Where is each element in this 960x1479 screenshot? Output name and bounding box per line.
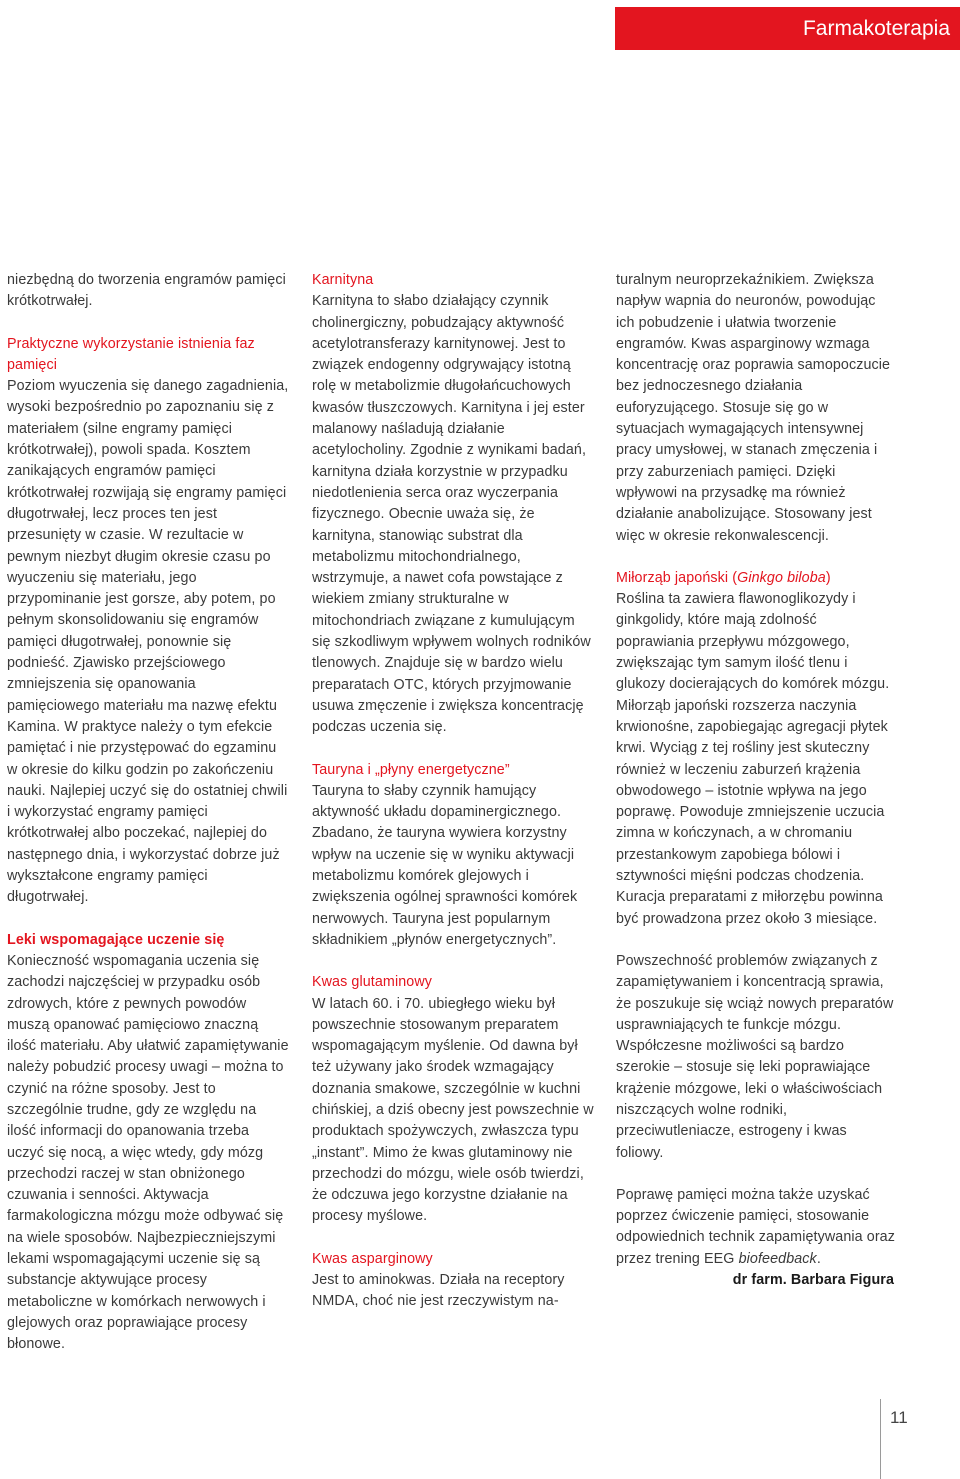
heading-kwas-glutaminowy: Kwas glutaminowy bbox=[312, 974, 432, 991]
page-number: 11 bbox=[890, 1408, 908, 1427]
paragraph-karnityna: Karnityna to słabo działający czynnik cholinergiczny, pobudzający aktywność acetylotransferazy karnitynowej. Jest to związek endogenny odgrywający istotną rolę w metabolizmie długołańcuchowych kwasów tłuszczowych. Karnityna i jej ester malanowy naśladują działanie acetylocholiny. Zgodnie z wynikami badań, karnityna działa korzystnie w przypadku niedotlenienia serca oraz wyczerpania fizycznego. Obecnie uważa się, że karnityna, stanowiąc substrat dla metabolizmu mitochondrialnego, wstrzymuje, a nawet cofa powstające z wiekiem zmiany strukturalne w mitochondriach związane z kumulującym się szkodliwym wpływem wolnych rodników tlenowych. Znajduje się w bardzo wielu preparatach OTC, których przyjmowanie usuwa zmęczenie i zwiększa koncentrację podczas uczenia się. bbox=[312, 293, 591, 736]
paragraph-memory-phases: Poziom wyuczenia się danego zagadnienia, wysoki bezpośrednio po zapoznaniu się z materiałem (silne engramy pamięci krótkotrwałej), powoli spada. Kosztem zanikających engramów pamięci krótkotrwałej rozwijają się engramy pamięci długotrwałej, lecz proces ten jest przesunięty w czasie. W rezultacie w pewnym niezbyt długim okresie czasu po wyuczeniu się materiału, jego przypominanie jest gorsze, aby potem, po pełnym skonsolidowaniu się engramów pamięci długotrwałej, ponownie się podnieść. Zjawisko przejściowego zmniejszenia się opanowania pamięciowego materiału ma nazwę efektu Kamina. W praktyce należy o tym efekcie pamiętać i nie przystępować do egzaminu w okresie do kilku godzin po zakończeniu nauki. Najlepiej uczyć się do ostatniej chwili i wykorzystać engramy pamięci krótkotrwałej albo poczekać, najlepiej do następnego dnia, i wykorzystać dobrze już wykształcone engramy pamięci długotrwałej. bbox=[7, 378, 289, 906]
heading-kwas-asparginowy: Kwas asparginowy bbox=[312, 1250, 433, 1267]
heading-ginkgo bbox=[616, 568, 898, 589]
heading-practical: Praktyczne wykorzystanie istnienia faz pamięci bbox=[7, 335, 255, 373]
heading-ginkgo-latin: Ginkgo biloba bbox=[737, 569, 826, 586]
author-signature: dr farm. Barbara Figura bbox=[732, 1272, 894, 1289]
column-3 bbox=[616, 270, 898, 1291]
column-2 bbox=[312, 270, 594, 1313]
paragraph-final-text: Poprawę pamięci można także uzyskać poprzez ćwiczenie pamięci, stosowanie odpowiednich technik zapamiętywania oraz przez trening EEG bbox=[616, 1186, 895, 1267]
paragraph-learning-drugs: Konieczność wspomagania uczenia się zachodzi najczęściej w przypadku osób zdrowych, które z pewnych powodów muszą opanować pamięciowo znaczną ilość materiału. Aby ułatwić zapamiętywanie należy pobudzić procesy uwagi – można to czynić na różne sposoby. Jest to szczególnie trudne, gdy ze względu na ilość informacji do opanowania trzeba uczyć się nocą, a więc wtedy, gdy mózg przechodzi raczej w stan obniżonego czuwania i senności. Aktywacja farmakologiczna mózgu może odbywać się na wiele sposobów. Najbezpieczniejszymi lekami wspomagającymi uczenie się są substancje aktywujące procesy metaboliczne w komórkach nerwowych i glejowych oraz poprawiające procesy błonowe. bbox=[7, 952, 289, 1353]
paragraph-final-italic: biofeedback bbox=[738, 1250, 817, 1267]
section-title: Farmakoterapia bbox=[802, 17, 950, 40]
paragraph-kwas-asparginowy-cont: turalnym neuroprzekaźnikiem. Zwiększa napływ wapnia do neuronów, powodując ich pobudzenie i ułatwia tworzenie engramów. Kwas asparginowy wzmaga koncentrację oraz poprawia samopoczucie bez jednoczesnego działania euforyzującego. Stosuje się go w sytuacjach wymagających intensywnej pracy umysłowej, w stanach zmęczenia i przy zaburzeniach pamięci. Dzięki wpływowi na przysadkę ma również działanie anabolizujące. Stosowany jest więc w okresie rekonwalescencji. bbox=[616, 272, 891, 544]
page-number-divider bbox=[880, 1399, 881, 1479]
heading-ginkgo-close: ) bbox=[825, 569, 831, 586]
heading-tauryna: Tauryna i „płyny energetyczne” bbox=[312, 761, 510, 778]
column-1 bbox=[7, 270, 289, 1356]
section-header bbox=[615, 7, 960, 50]
paragraph-summary: Powszechność problemów związanych z zapamiętywaniem i koncentracją sprawia, że poszukuje się wciąż nowych preparatów usprawniających te funkcje mózgu. Współczesne możliwości są bardzo szerokie – stosuje się leki poprawiające krążenie mózgowe, leki o właściwościach niszczących wolne rodniki, przeciwutleniacze, estrogeny i kwas foliowy. bbox=[616, 952, 894, 1161]
heading-learning-drugs: Leki wspomagające uczenie się bbox=[7, 931, 225, 948]
heading-karnityna: Karnityna bbox=[312, 272, 374, 288]
paragraph-kwas-glutaminowy: W latach 60. i 70. ubiegłego wieku był powszechnie stosowanym preparatem wspomagającym myślenie. Od dawna był też używany jako środek wzmagający doznania smakowe, szczególnie w kuchni chińskiej, a dziś obecny jest powszechnie w produktach spożywczych, zwłaszcza typu „instant”. Mimo że kwas glutaminowy nie przechodzi do mózgu, wiele osób twierdzi, że odczuwa jego korzystne działanie na procesy myślowe. bbox=[312, 995, 594, 1225]
paragraph-kwas-asparginowy: Jest to aminokwas. Działa na receptory NMDA, choć nie jest rzeczywistym na- bbox=[312, 1272, 565, 1310]
paragraph-final bbox=[616, 1185, 898, 1270]
paragraph-ginkgo: Roślina ta zawiera flawonoglikozydy i ginkgolidy, które mają zdolność poprawiania przepływu mózgowego, zwiększając tym samym ilość tlenu i glukozy docierających do komórek mózgu. Miłorząb japoński rozszerza naczynia krwionośne, zapobiegając agregacji płytek krwi. Wyciąg z tej rośliny jest skuteczny również w leczeniu zaburzeń krążenia obwodowego – istotnie wpływa na jego poprawę. Powoduje zmniejszenie uczucia zimna w kończynach, a w chromaniu przestankowym zapobiega bólowi i sztywności mięśni podczas chodzenia. Kuracja preparatami z miłorzębu powinna być prowadzona przez około 3 miesiące. bbox=[616, 591, 890, 927]
heading-ginkgo-text: Miłorząb japoński ( bbox=[616, 569, 738, 586]
paragraph-final-end: . bbox=[816, 1250, 821, 1267]
intro-text: niezbędną do tworzenia engramów pamięci krótkotrwałej. bbox=[7, 272, 286, 310]
paragraph-tauryna: Tauryna to słaby czynnik hamujący aktywność układu dopaminergicznego. Zbadano, że tauryna wywiera korzystny wpływ na uczenie się w wyniku aktywacji metabolizmu komórek glejowych i zwiększenia ogólnej sprawności komórek nerwowych. Tauryna jest popularnym składnikiem „płynów energetycznych”. bbox=[312, 782, 578, 948]
